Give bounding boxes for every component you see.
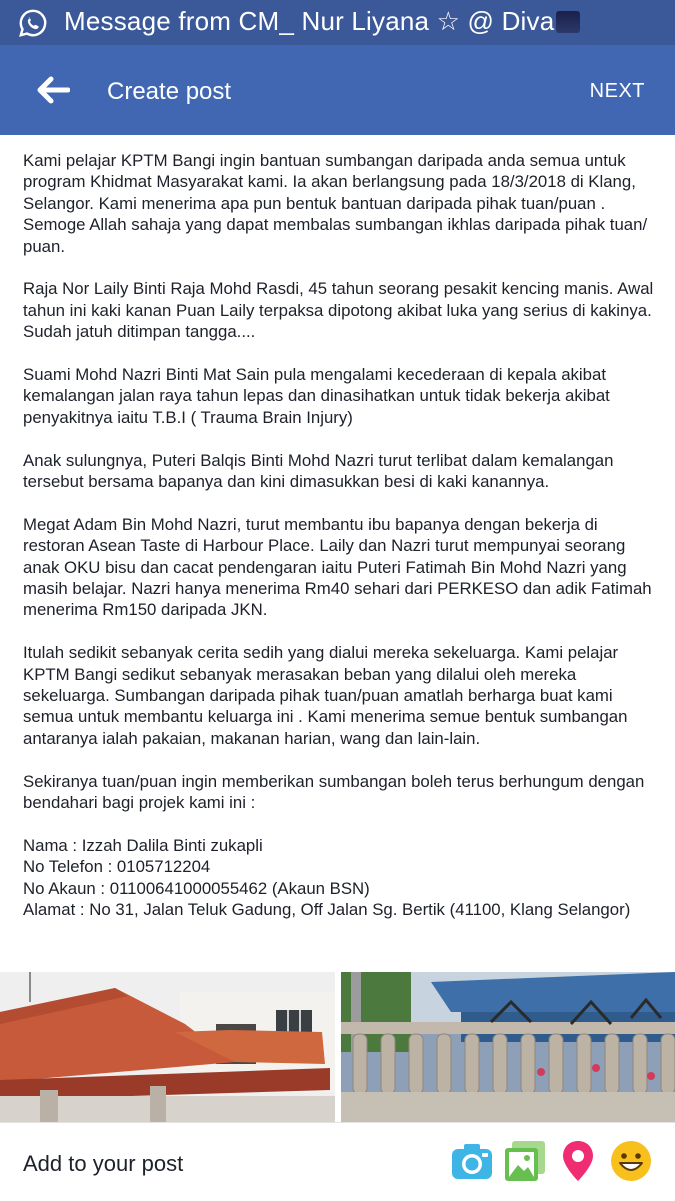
back-arrow-icon[interactable] bbox=[36, 75, 70, 105]
contact-account: No Akaun : 01100641000055462 (Akaun BSN) bbox=[23, 878, 370, 898]
post-paragraph: Kami pelajar KPTM Bangi ingin bantuan sumbangan daripada anda semua untuk program Khidmat Masyarakat kami. Ia akan berlangsung pada 18/3/2018 di Klang, Selangor. Kami menerima apa pun bentuk bantuan daripada pihak tuan/puan . Semoge Allah sahaja yang dapat membalas sumbangan ikhlas daripada pihak tuan/ puan. bbox=[23, 151, 648, 256]
contact-details bbox=[23, 835, 663, 921]
post-paragraph: Sekiranya tuan/puan ingin memberikan sumbangan boleh terus berhungum dengan bendahari bagi projek kami ini : bbox=[23, 771, 645, 813]
whatsapp-icon bbox=[18, 8, 48, 38]
balustrade-hangers-photo[interactable] bbox=[341, 972, 675, 1122]
post-text-area[interactable] bbox=[23, 150, 663, 921]
post-paragraph: Itulah sedikit sebanyak cerita sedih yang dialui mereka sekeluarga. Kami pelajar KPTM Bangi sedikut sebanyak merasakan beban yang dilalui oleh mereka sekeluarga. Sumbangan daripada pihak tuan/puan amatlah berharga buat kami semua untuk membantu keluarga ini . Kami menerima semue bentuk sumbangan antaranya ialah pakaian, makanan harian, wang dan lain-lain. bbox=[23, 643, 628, 748]
add-to-post-label: Add to your post bbox=[23, 1151, 184, 1176]
post-paragraph: Raja Nor Laily Binti Raja Mohd Rasdi, 45 tahun seorang pesakit kencing manis. Awal tahun ini kaki kanan Puan Laily terpaksa dipotong akibat luka yang serius di kakinya. Sudah jatuh ditimpan tangga.... bbox=[23, 279, 654, 342]
photo-gallery-icon[interactable] bbox=[503, 1139, 547, 1183]
post-paragraph: Anak sulungnya, Puteri Balqis Binti Mohd Nazri turut terlibat dalam kemalangan tersebut bersama bapanya dan kini dimasukkan besi di kaki kanannya. bbox=[23, 450, 614, 492]
camera-icon[interactable] bbox=[450, 1139, 494, 1183]
post-paragraph: Suami Mohd Nazri Binti Mat Sain pula mengalami kecederaan di kepala akibat kemalangan jalan raya tahun lepas dan dinasihatkan untuk tidak bekerja akibat penyakitnya iaitu T.B.I ( Trauma Brain Injury) bbox=[23, 365, 610, 427]
contact-phone: No Telefon : 0105712204 bbox=[23, 857, 211, 877]
notification-bar[interactable] bbox=[0, 0, 675, 45]
night-sky-emoji-icon bbox=[556, 11, 580, 33]
house-roof-photo[interactable] bbox=[0, 972, 335, 1122]
location-pin-icon[interactable] bbox=[556, 1139, 600, 1183]
app-bar bbox=[0, 45, 675, 135]
post-paragraph: Megat Adam Bin Mohd Nazri, turut membantu ibu bapanya dengan bekerja di restoran Asean Taste di Harbour Place. Laily dan Nazri turut mempunyai seorang anak OKU bisu dan cacat pendengaran iaitu Puteri Fatimah Bin Mohd Nazri yang masih belajar. Nazri hanya menerima Rm40 sehari dari PERKESO dan adik Fatimah menerima Rm150 daripada JKN. bbox=[23, 514, 652, 620]
add-to-post-bar[interactable] bbox=[0, 1122, 675, 1201]
feeling-emoji-icon[interactable] bbox=[609, 1139, 653, 1183]
page-title: Create post bbox=[107, 78, 232, 105]
contact-name: Nama : Izzah Dalila Binti zukapli bbox=[23, 835, 263, 855]
attached-photos bbox=[0, 972, 675, 1122]
contact-address: Alamat : No 31, Jalan Teluk Gadung, Off Jalan Sg. Bertik (41100, Klang Selangor) bbox=[23, 900, 631, 920]
next-button[interactable]: NEXT bbox=[589, 80, 645, 102]
notification-title: Message from CM_ Nur Liyana ☆ @ Diva bbox=[64, 6, 580, 37]
